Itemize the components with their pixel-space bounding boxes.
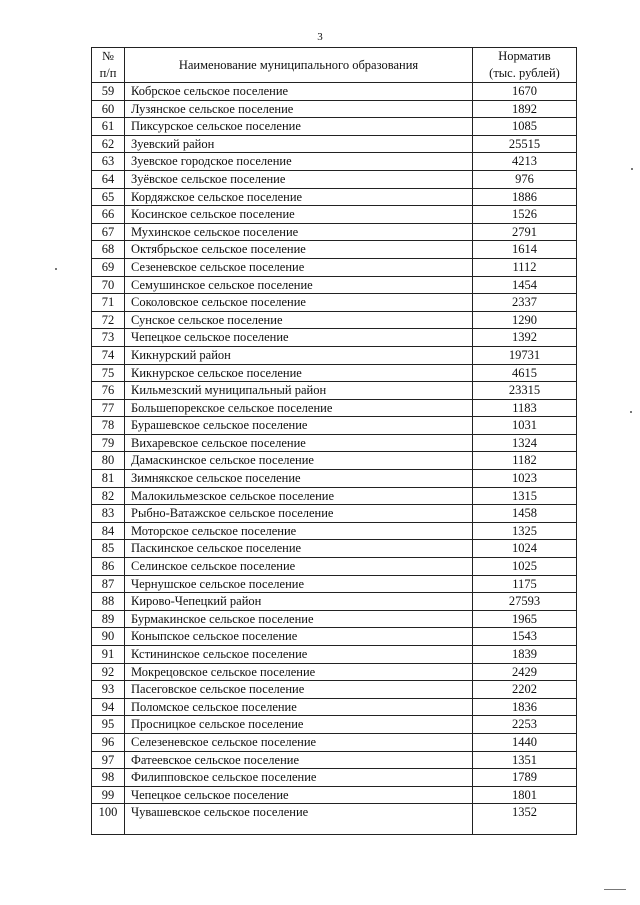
table-header-row — [92, 48, 577, 83]
row-number: 66 — [92, 206, 125, 224]
row-number: 99 — [92, 786, 125, 804]
scan-speck — [630, 411, 632, 413]
row-number: 95 — [92, 716, 125, 734]
row-name: Октябрьское сельское поселение — [125, 241, 473, 259]
row-value: 1801 — [473, 786, 577, 804]
table-row — [92, 470, 577, 488]
row-value: 23315 — [473, 382, 577, 400]
row-name: Селезеневское сельское поселение — [125, 733, 473, 751]
row-value: 1351 — [473, 751, 577, 769]
row-name: Кордяжское сельское поселение — [125, 188, 473, 206]
row-name: Зуевский район — [125, 135, 473, 153]
row-number: 77 — [92, 399, 125, 417]
page-number: 3 — [317, 31, 323, 43]
row-number: 67 — [92, 223, 125, 241]
row-value: 1112 — [473, 258, 577, 276]
row-number: 84 — [92, 522, 125, 540]
table-body — [92, 83, 577, 835]
row-number: 86 — [92, 558, 125, 576]
table-row — [92, 346, 577, 364]
row-name: Чепецкое сельское поселение — [125, 329, 473, 347]
row-name: Сезеневское сельское поселение — [125, 258, 473, 276]
table-row — [92, 628, 577, 646]
row-value: 1614 — [473, 241, 577, 259]
row-value: 1024 — [473, 540, 577, 558]
table-row — [92, 223, 577, 241]
header-value-line1: Норматив — [498, 49, 551, 63]
row-name: Кирово-Чепецкий район — [125, 593, 473, 611]
table-row — [92, 329, 577, 347]
row-name: Мухинское сельское поселение — [125, 223, 473, 241]
row-value: 1085 — [473, 118, 577, 136]
header-value — [473, 48, 577, 83]
row-value: 1175 — [473, 575, 577, 593]
scan-speck — [604, 889, 626, 890]
row-name: Пиксурское сельское поселение — [125, 118, 473, 136]
row-number: 65 — [92, 188, 125, 206]
row-number: 88 — [92, 593, 125, 611]
scan-speck — [631, 168, 633, 170]
row-value: 1025 — [473, 558, 577, 576]
table-row — [92, 311, 577, 329]
row-value: 1325 — [473, 522, 577, 540]
row-name: Фатеевское сельское поселение — [125, 751, 473, 769]
row-name: Косинское сельское поселение — [125, 206, 473, 224]
row-number: 85 — [92, 540, 125, 558]
table-row — [92, 364, 577, 382]
row-value: 1886 — [473, 188, 577, 206]
table-row — [92, 733, 577, 751]
row-value: 976 — [473, 170, 577, 188]
table-row — [92, 83, 577, 101]
header-number-line1: № — [102, 49, 114, 63]
row-value: 2202 — [473, 681, 577, 699]
row-value: 1543 — [473, 628, 577, 646]
row-name: Семушинское сельское поселение — [125, 276, 473, 294]
row-value: 2791 — [473, 223, 577, 241]
row-value: 1458 — [473, 505, 577, 523]
table-row — [92, 751, 577, 769]
row-number: 68 — [92, 241, 125, 259]
row-value: 1440 — [473, 733, 577, 751]
row-number: 70 — [92, 276, 125, 294]
row-number: 71 — [92, 294, 125, 312]
normative-table — [91, 47, 577, 835]
table-row — [92, 540, 577, 558]
row-name: Зуевское городское поселение — [125, 153, 473, 171]
row-value: 1836 — [473, 698, 577, 716]
row-name: Кикнурский район — [125, 346, 473, 364]
row-number: 74 — [92, 346, 125, 364]
row-name: Мокрецовское сельское поселение — [125, 663, 473, 681]
row-value: 2337 — [473, 294, 577, 312]
row-number: 81 — [92, 470, 125, 488]
table-row — [92, 593, 577, 611]
table-row — [92, 188, 577, 206]
table-row — [92, 135, 577, 153]
row-number: 82 — [92, 487, 125, 505]
row-number: 64 — [92, 170, 125, 188]
row-number: 91 — [92, 646, 125, 664]
row-value: 1892 — [473, 100, 577, 118]
row-value: 1315 — [473, 487, 577, 505]
header-name: Наименование муниципального образования — [125, 48, 473, 83]
row-value: 2429 — [473, 663, 577, 681]
row-number: 62 — [92, 135, 125, 153]
table-row — [92, 769, 577, 787]
row-value: 1670 — [473, 83, 577, 101]
row-name: Вихаревское сельское поселение — [125, 434, 473, 452]
table-row — [92, 294, 577, 312]
row-value: 1324 — [473, 434, 577, 452]
row-value: 1454 — [473, 276, 577, 294]
row-name: Бурашевское сельское поселение — [125, 417, 473, 435]
row-number: 90 — [92, 628, 125, 646]
row-name: Соколовское сельское поселение — [125, 294, 473, 312]
table-row — [92, 118, 577, 136]
table-row — [92, 100, 577, 118]
row-number: 83 — [92, 505, 125, 523]
header-value-line2: (тыс. рублей) — [489, 66, 560, 80]
row-value: 1965 — [473, 610, 577, 628]
row-value: 19731 — [473, 346, 577, 364]
row-number: 92 — [92, 663, 125, 681]
table-row — [92, 663, 577, 681]
header-number — [92, 48, 125, 83]
table-row — [92, 786, 577, 804]
row-name: Дамаскинское сельское поселение — [125, 452, 473, 470]
row-number: 72 — [92, 311, 125, 329]
table-row — [92, 522, 577, 540]
row-number: 93 — [92, 681, 125, 699]
row-value: 1789 — [473, 769, 577, 787]
row-number: 98 — [92, 769, 125, 787]
row-name: Просницкое сельское поселение — [125, 716, 473, 734]
row-number: 69 — [92, 258, 125, 276]
row-number: 75 — [92, 364, 125, 382]
row-number: 80 — [92, 452, 125, 470]
table-row — [92, 417, 577, 435]
row-name: Моторское сельское поселение — [125, 522, 473, 540]
row-value: 1031 — [473, 417, 577, 435]
table-row — [92, 452, 577, 470]
table-row — [92, 206, 577, 224]
row-number: 76 — [92, 382, 125, 400]
row-name: Коныпское сельское поселение — [125, 628, 473, 646]
row-name: Чепецкое сельское поселение — [125, 786, 473, 804]
table-row — [92, 505, 577, 523]
row-number: 94 — [92, 698, 125, 716]
row-number: 87 — [92, 575, 125, 593]
row-number: 60 — [92, 100, 125, 118]
row-value: 1290 — [473, 311, 577, 329]
row-name: Сунское сельское поселение — [125, 311, 473, 329]
row-number: 59 — [92, 83, 125, 101]
table-row — [92, 399, 577, 417]
row-name: Большепорекское сельское поселение — [125, 399, 473, 417]
row-name: Кильмезский муниципальный район — [125, 382, 473, 400]
row-value: 27593 — [473, 593, 577, 611]
row-name: Зимнякское сельское поселение — [125, 470, 473, 488]
row-number: 100 — [92, 804, 125, 835]
row-name: Лузянское сельское поселение — [125, 100, 473, 118]
row-name: Селинское сельское поселение — [125, 558, 473, 576]
row-name: Бурмакинское сельское поселение — [125, 610, 473, 628]
row-number: 79 — [92, 434, 125, 452]
table-row — [92, 681, 577, 699]
row-name: Кстининское сельское поселение — [125, 646, 473, 664]
row-value: 1392 — [473, 329, 577, 347]
row-number: 96 — [92, 733, 125, 751]
row-value: 1526 — [473, 206, 577, 224]
table-row — [92, 434, 577, 452]
row-name: Поломское сельское поселение — [125, 698, 473, 716]
row-name: Кобрское сельское поселение — [125, 83, 473, 101]
table-row — [92, 558, 577, 576]
row-name: Кикнурское сельское поселение — [125, 364, 473, 382]
table-row — [92, 716, 577, 734]
table-row — [92, 276, 577, 294]
row-number: 73 — [92, 329, 125, 347]
table-row — [92, 153, 577, 171]
row-value: 1352 — [473, 804, 577, 835]
row-number: 78 — [92, 417, 125, 435]
table-row — [92, 804, 577, 835]
row-name: Филипповское сельское поселение — [125, 769, 473, 787]
row-number: 89 — [92, 610, 125, 628]
table-row — [92, 241, 577, 259]
row-value: 1839 — [473, 646, 577, 664]
row-name: Зуёвское сельское поселение — [125, 170, 473, 188]
table-row — [92, 487, 577, 505]
table-row — [92, 698, 577, 716]
table-row — [92, 575, 577, 593]
table-row — [92, 646, 577, 664]
row-name: Чернушское сельское поселение — [125, 575, 473, 593]
row-value: 1183 — [473, 399, 577, 417]
table-row — [92, 258, 577, 276]
row-name: Пасеговское сельское поселение — [125, 681, 473, 699]
scan-speck — [55, 268, 57, 270]
row-name: Рыбно-Ватажское сельское поселение — [125, 505, 473, 523]
row-name: Паскинское сельское поселение — [125, 540, 473, 558]
header-number-line2: п/п — [99, 66, 117, 80]
row-value: 4615 — [473, 364, 577, 382]
row-value: 1023 — [473, 470, 577, 488]
row-number: 61 — [92, 118, 125, 136]
row-value: 2253 — [473, 716, 577, 734]
row-value: 25515 — [473, 135, 577, 153]
row-name: Малокильмезское сельское поселение — [125, 487, 473, 505]
row-name: Чувашевское сельское поселение — [125, 804, 473, 835]
row-number: 63 — [92, 153, 125, 171]
table-row — [92, 382, 577, 400]
table-row — [92, 610, 577, 628]
table-row — [92, 170, 577, 188]
row-value: 1182 — [473, 452, 577, 470]
row-number: 97 — [92, 751, 125, 769]
row-value: 4213 — [473, 153, 577, 171]
